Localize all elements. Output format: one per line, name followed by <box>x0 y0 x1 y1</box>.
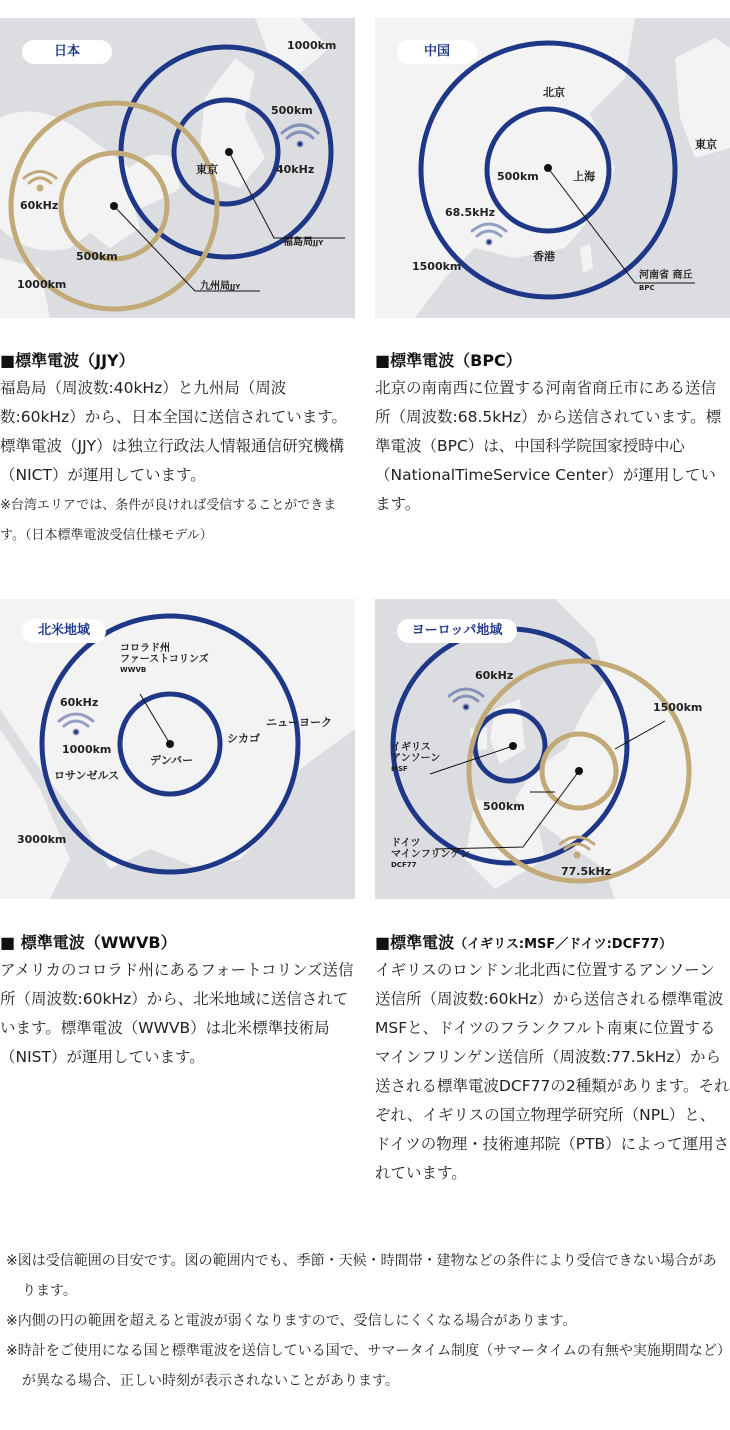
heading-main: ■標準電波 <box>375 933 455 952</box>
heading-sub: （イギリス:MSF／ドイツ:DCF77） <box>454 937 673 952</box>
label-68-5khz: 68.5kHz <box>445 206 496 219</box>
section-heading-bpc: ■標準電波（BPC） <box>375 351 522 370</box>
label-60khz: 60kHz <box>60 696 99 709</box>
footnote: ※図は受信範囲の目安です。図の範囲内でも、季節・天候・時間帯・建物などの条件により受信できない場合があります。 <box>6 1253 717 1299</box>
label-1500km: 1500km <box>653 701 703 714</box>
label-40khz: 40kHz <box>276 163 315 176</box>
label-77-5khz: 77.5kHz <box>561 865 612 878</box>
label-3000km: 3000km <box>17 833 67 846</box>
label-1500km: 1500km <box>412 260 462 273</box>
label-500km: 500km <box>483 800 525 813</box>
wave-icon <box>449 689 483 709</box>
label-tokyo: 東京 <box>695 138 717 151</box>
label-hongkong: 香港 <box>533 250 555 263</box>
label-new-york: ニューヨーク <box>266 716 332 729</box>
label-1000km: 1000km <box>62 743 112 756</box>
station-name: 福島局 <box>283 237 313 248</box>
section-heading-msf-dcf77 <box>375 930 672 953</box>
label-chicago: シカゴ <box>227 732 260 745</box>
land-mass <box>580 243 593 273</box>
station-code: DCF77 <box>391 861 417 869</box>
region-badge: 日本 <box>22 40 112 64</box>
region-badge: 中国 <box>397 40 477 64</box>
wave-icon <box>282 125 318 146</box>
label-60khz: 60kHz <box>20 199 59 212</box>
station-code: JJY <box>313 239 324 247</box>
station-name: 九州局 <box>200 281 230 292</box>
label-1000km: 1000km <box>17 278 67 291</box>
footnotes <box>6 1246 726 1396</box>
footnote: ※時計をご使用になる国と標準電波を送信している国で、サマータイム制度（サマータイムの有無や実施期間など）が異なる場合、正しい時刻が表示されないことがあります。 <box>6 1343 724 1389</box>
label-500km: 500km <box>76 250 118 263</box>
label-500km: 500km <box>271 104 313 117</box>
region-badge: ヨーロッパ地域 <box>397 619 517 643</box>
label-los-angeles: ロサンゼルス <box>54 769 120 782</box>
europe-map <box>375 599 730 899</box>
station-code: WWVB <box>120 666 147 674</box>
section-heading-jjy: ■標準電波（JJY） <box>0 351 135 370</box>
label-tokyo: 東京 <box>196 163 218 176</box>
label-denver: デンバー <box>150 754 194 767</box>
note-text: ※台湾エリアでは、条件が良ければ受信することができます。（日本標準電波受信仕様モデル） <box>0 498 337 543</box>
station-label-msf: イギリス アンソーン <box>391 742 441 764</box>
station-label-dcf77: ドイツ マインフリンゲン <box>391 838 470 860</box>
station-code: MSF <box>391 765 408 773</box>
region-badge: 北米地域 <box>22 619 106 643</box>
station-label-wwvb: コロラド州 ファーストコリンズ <box>120 643 209 665</box>
label-beijing: 北京 <box>543 86 565 99</box>
label-500km: 500km <box>497 170 539 183</box>
station-label-bpc: 河南省 商丘 <box>639 270 693 281</box>
station-code: BPC <box>639 284 655 292</box>
section-body-bpc: 北京の南南西に位置する河南省商丘市にある送信所（周波数:68.5kHz）から送信されています。標準電波（BPC）は、中国科学院国家授時中心（NationalTimeService Center）が運用しています。 <box>375 379 722 513</box>
station-label-fukushima <box>283 236 323 250</box>
label-60khz: 60kHz <box>475 669 514 682</box>
label-1000km: 1000km <box>287 39 337 52</box>
north-america-map <box>0 599 355 899</box>
section-body-jjy <box>0 374 358 550</box>
footnote: ※内側の円の範囲を超えると電波が弱くなりますので、受信しにくくなる場合があります。 <box>6 1313 577 1329</box>
china-map <box>375 18 730 318</box>
station-label-kyushu <box>200 280 240 294</box>
japan-map <box>0 18 355 318</box>
section-heading-wwvb: ■ 標準電波（WWVB） <box>0 933 177 952</box>
station-code: JJY <box>230 283 241 291</box>
body-text: 福島局（周波数:40kHz）と九州局（周波数:60kHz）から、日本全国に送信されています。標準電波（JJY）は独立行政法人情報通信研究機構（NICT）が運用しています。 <box>0 379 347 484</box>
label-shanghai: 上海 <box>573 170 595 183</box>
section-body-wwvb: アメリカのコロラド州にあるフォートコリンズ送信所（周波数:60kHz）から、北米地域に送信されています。標準電波（WWVB）は北米標準技術局（NIST）が運用しています。 <box>0 961 354 1066</box>
section-body-msf-dcf77: イギリスのロンドン北北西に位置するアンソーン送信所（周波数:60kHz）から送信される標準電波MSFと、ドイツのフランクフルト南東に位置するマインフリンゲン送信所（周波数:77.5kHz）から送される標準電波DCF77の2種類があります。それぞれ、イギリスの国立物理学研究所（NPL）と、ドイツの物理・技術連邦院（PTB）によって運用されています。 <box>375 961 730 1182</box>
